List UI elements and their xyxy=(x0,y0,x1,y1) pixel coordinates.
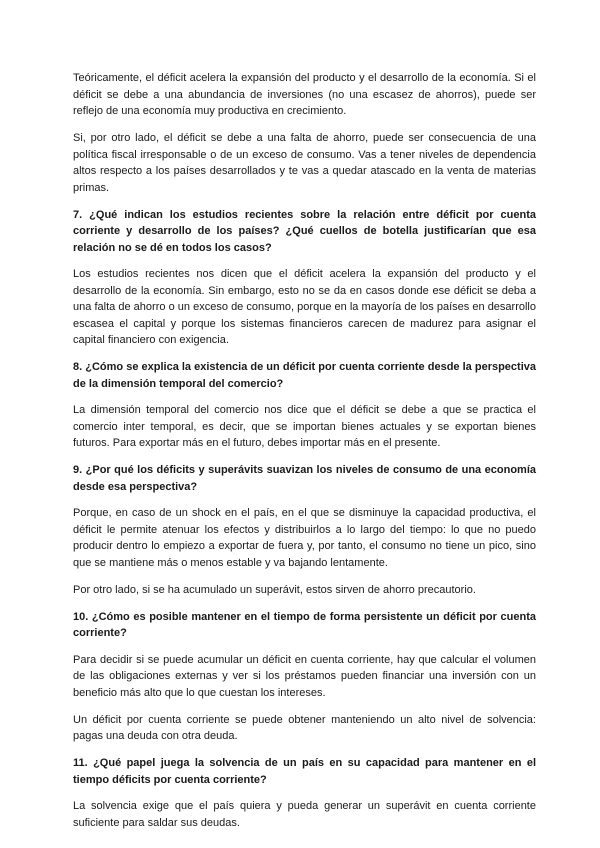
question-heading-10: 10. ¿Cómo es posible mantener en el tiempo de forma persistente un déficit por cuenta corriente? xyxy=(73,610,536,639)
paragraph: Teóricamente, el déficit acelera la expansión del producto y el desarrollo de la economía. Si el déficit se debe a una abundancia de inversiones (no una escasez de ahorros), puede ser reflejo de una economía muy productiva en crecimiento. xyxy=(73,72,536,117)
paragraph: La solvencia exige que el país quiera y pueda generar un superávit en cuenta corriente suficiente para saldar sus deudas. xyxy=(73,800,536,829)
paragraph: Un déficit por cuenta corriente se puede obtener manteniendo un alto nivel de solvencia: pagas una deuda con otra deuda. xyxy=(73,713,536,742)
question-heading-11: 11. ¿Qué papel juega la solvencia de un país en su capacidad para mantener en el tiempo déficits por cuenta corriente? xyxy=(73,757,536,786)
paragraph: Si, por otro lado, el déficit se debe a una falta de ahorro, puede ser consecuencia de una política fiscal irresponsable o de un exceso de consumo. Vas a tener niveles de dependencia altos respecto a los países desarrollados y te vas a quedar atascado en la venta de materias primas. xyxy=(73,132,536,194)
question-heading-7: 7. ¿Qué indican los estudios recientes sobre la relación entre déficit por cuenta corriente y desarrollo de los países? ¿Qué cuellos de botella justificarían que esa relación no se dé en todos los casos? xyxy=(73,208,536,254)
question-heading-9: 9. ¿Por qué los déficits y superávits suavizan los niveles de consumo de una economía desde esa perspectiva? xyxy=(73,464,536,493)
paragraph: La dimensión temporal del comercio nos dice que el déficit se debe a que se practica el comercio inter temporal, es decir, que se importan bienes actuales y se exportan bienes futuros. Para exportar más en el futuro, debes importar más en el presente. xyxy=(73,404,536,449)
paragraph: Los estudios recientes nos dicen que el déficit acelera la expansión del producto y el desarrollo de la economía. Sin embargo, esto no se da en casos donde ese déficit se deba a una falta de ahorro o un exceso de consumo, porque en la mayoría de los países en desarrollo escasea el capital y porque los sistemas financieros carecen de madurez para asignar el capital financiero con exigencia. xyxy=(73,268,536,346)
paragraph: Para decidir si se puede acumular un déficit en cuenta corriente, hay que calcular el volumen de las obligaciones externas y ver si los préstamos pueden financiar una inversión con un beneficio más alto que lo que cuestan los intereses. xyxy=(73,653,536,699)
paragraph: Por otro lado, si se ha acumulado un superávit, estos sirven de ahorro precautorio. xyxy=(73,583,476,596)
question-heading-8: 8. ¿Cómo se explica la existencia de un déficit por cuenta corriente desde la perspectiva de la dimensión temporal del comercio? xyxy=(73,361,536,390)
document-page xyxy=(73,70,536,842)
paragraph: Porque, en caso de un shock en el país, en el que se disminuye la capacidad productiva, el déficit le permite atenuar los efectos y distribuirlos a lo largo del tiempo: lo que no puedo producir dentro lo empiezo a exportar de fuera y, por tanto, el consumo no tiene un pico, sino que se mantiene más o menos estable y va bajando lentamente. xyxy=(73,507,536,569)
